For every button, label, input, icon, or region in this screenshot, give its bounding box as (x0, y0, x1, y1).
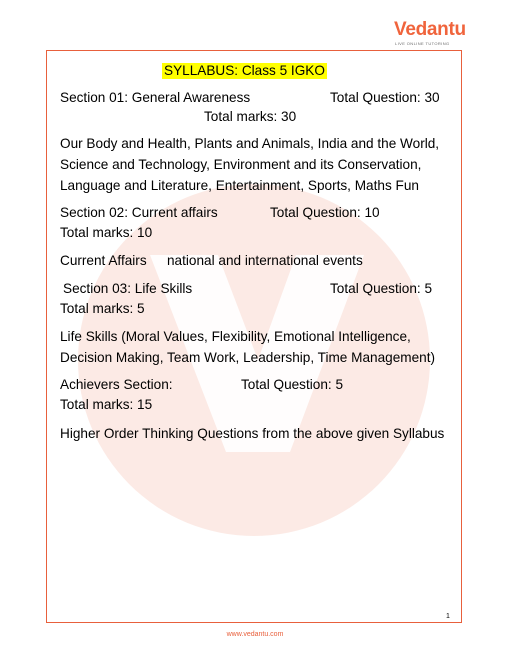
section2-body-label: Current Affairs (60, 253, 147, 268)
section3-heading: Section 03: Life Skills (63, 281, 193, 296)
section4-body: Higher Order Thinking Questions from the above given Syllabus (60, 426, 445, 441)
section1-questions: Total Question: 30 (330, 90, 440, 105)
logo-wordmark: Vedantu (394, 19, 466, 40)
logo-tagline: LIVE ONLINE TUTORING (395, 41, 450, 46)
vedantu-logo (394, 19, 466, 49)
section1-body-line3: Language and Literature, Entertainment, Sports, Maths Fun (60, 178, 419, 193)
section4-marks: Total marks: 15 (60, 397, 153, 412)
section3-body-line1: Life Skills (Moral Values, Flexibility, Emotional Intelligence, (60, 329, 411, 344)
footer-url[interactable]: www.vedantu.com (226, 631, 284, 638)
section2-marks: Total marks: 10 (60, 225, 153, 240)
section3-marks: Total marks: 5 (60, 301, 145, 316)
section2-body-text: national and international events (167, 253, 363, 268)
section1-body-line1: Our Body and Health, Plants and Animals, India and the World, (60, 136, 440, 151)
section1-marks: Total marks: 30 (204, 109, 297, 124)
page-number: 1 (446, 613, 450, 620)
section3-body-line2: Decision Making, Team Work, Leadership, Time Management) (60, 350, 436, 365)
syllabus-title: SYLLABUS: Class 5 IGKO (164, 63, 325, 78)
section4-questions: Total Question: 5 (241, 377, 344, 392)
section4-heading: Achievers Section: (60, 377, 173, 392)
section2-heading: Section 02: Current affairs (60, 205, 218, 220)
section3-questions: Total Question: 5 (330, 281, 433, 296)
section1-body-line2: Science and Technology, Environment and its Conservation, (60, 157, 422, 172)
section1-heading: Section 01: General Awareness (60, 90, 251, 105)
section2-questions: Total Question: 10 (270, 205, 380, 220)
